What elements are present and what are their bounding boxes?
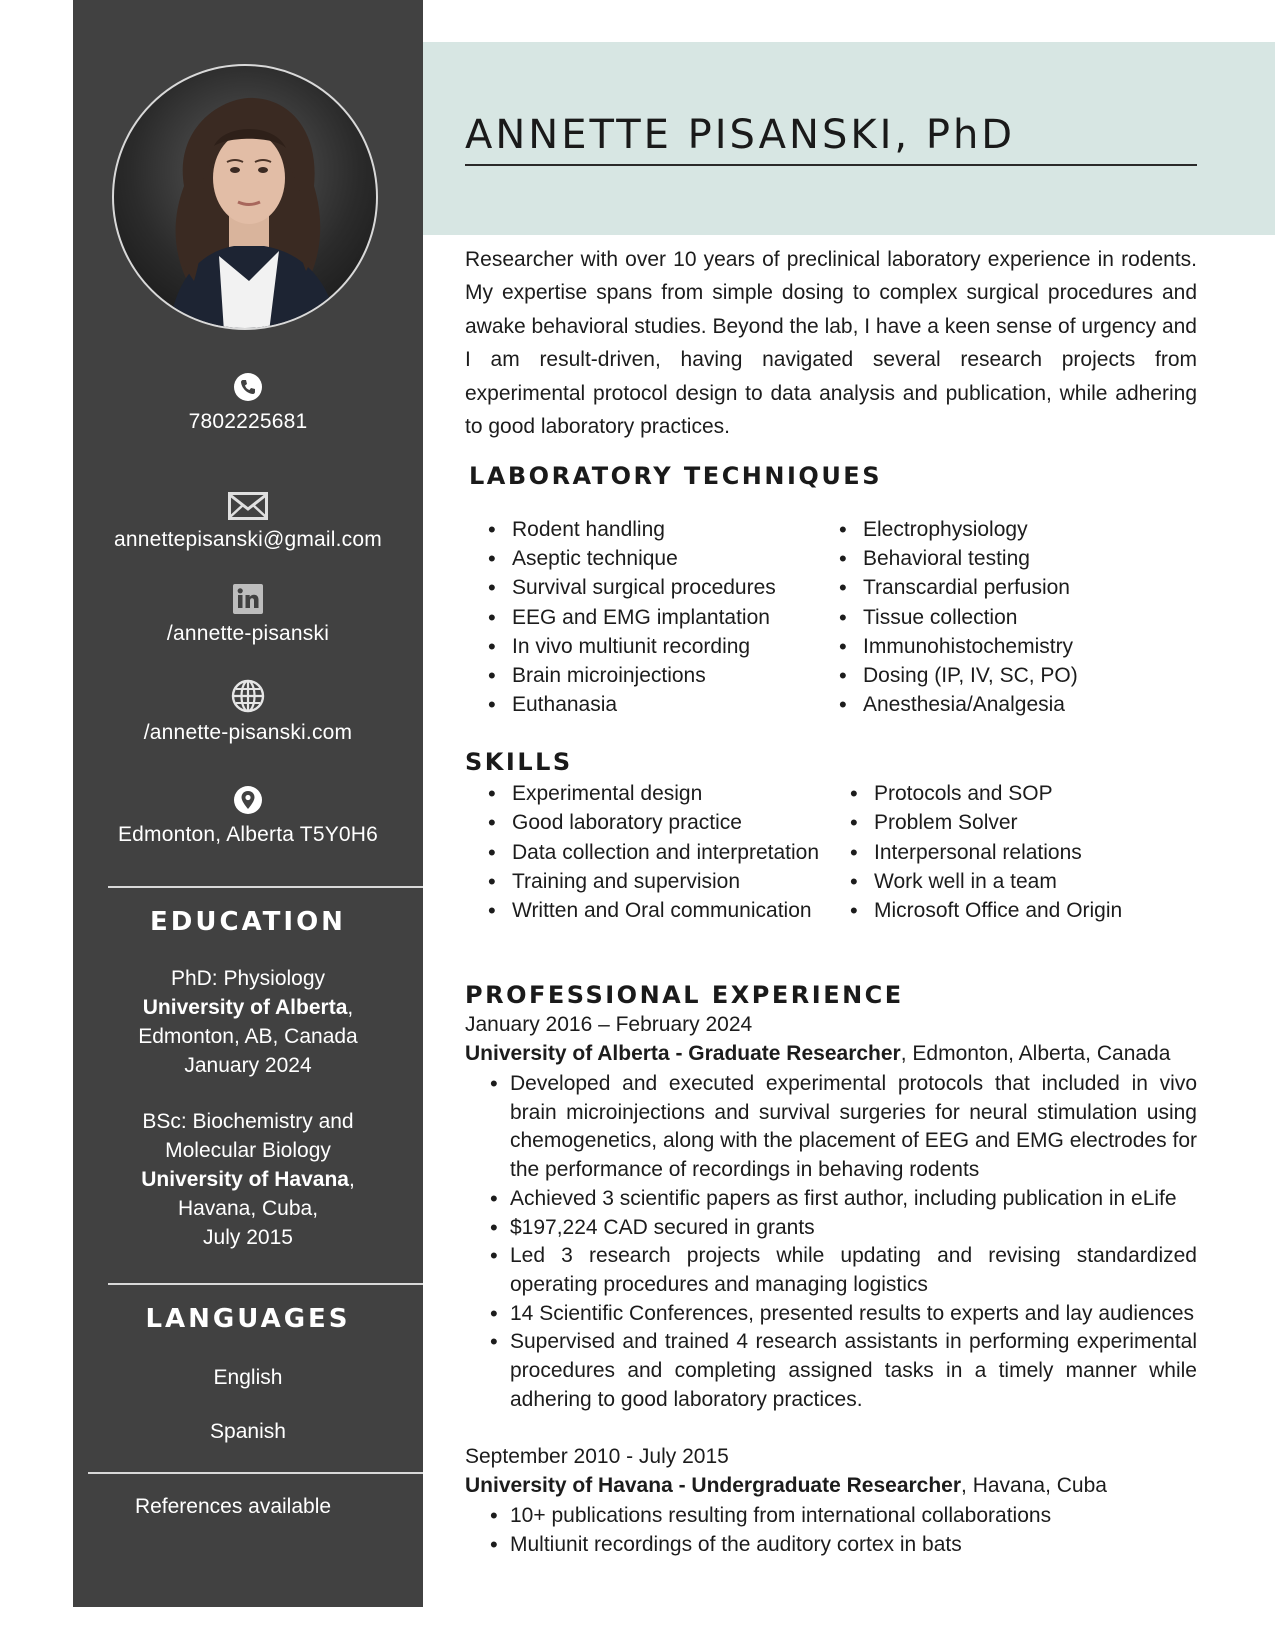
- list-item: • Anesthesia/Analgesia: [839, 690, 1078, 719]
- skills-heading: SKILLS: [465, 748, 573, 776]
- list-item: • Problem Solver: [850, 808, 1122, 837]
- contact-location: [73, 785, 423, 847]
- skills-list-right: [850, 779, 1122, 925]
- contact-linkedin: [73, 584, 423, 646]
- linkedin-handle[interactable]: /annette-pisanski: [166, 622, 330, 645]
- employer: University of Havana: [465, 1474, 673, 1497]
- school-line: [73, 993, 423, 1022]
- contact-website: [73, 679, 423, 745]
- list-item: • Written and Oral communication: [488, 896, 819, 925]
- graduation-date: January 2024: [184, 1054, 312, 1077]
- profile-summary: Researcher with over 10 years of preclinical laboratory experience in rodents. My expertise spans from simple dosing to complex surgical procedures and awake behavioral studies. Beyond the lab, I have a keen sense of urgency and I am result-driven, having navigated several research projects from experimental protocol design to data analysis and publication, while adhering to good laboratory practices.: [465, 248, 1197, 439]
- education-entry-bsc: [73, 1107, 423, 1252]
- job-role: Undergraduate Researcher: [691, 1474, 962, 1497]
- education-entry-phd: [73, 964, 423, 1080]
- job-bullet: • Supervised and trained 4 research assistants in performing experimental procedures and completing assigned tasks in a timely manner while adhering to good laboratory practices.: [490, 1328, 1197, 1414]
- language-item: Spanish: [210, 1420, 286, 1443]
- skills-list-left: [488, 779, 819, 925]
- sidebar-divider: [108, 886, 423, 888]
- list-item: • Aseptic technique: [488, 544, 776, 573]
- portrait-image: [114, 66, 378, 330]
- job-bullet: • Multiunit recordings of the auditory cortex in bats: [490, 1531, 1197, 1560]
- location-text: Edmonton, Alberta T5Y0H6: [117, 823, 379, 846]
- references-note: References available: [134, 1495, 332, 1518]
- list-item: • Training and supervision: [488, 867, 819, 896]
- phone-icon: [233, 372, 263, 402]
- experience-heading: PROFESSIONAL EXPERIENCE: [465, 981, 904, 1009]
- list-item: • Brain microinjections: [488, 661, 776, 690]
- job-title-line: [465, 1042, 1170, 1066]
- sidebar: [73, 0, 423, 1607]
- lab-techniques-list-left: [488, 515, 776, 719]
- contact-email: [73, 492, 423, 552]
- school-suffix: ,: [347, 996, 354, 1019]
- school-suffix: ,: [348, 1168, 355, 1191]
- phone-number[interactable]: 7802225681: [188, 410, 308, 433]
- job-location: , Edmonton, Alberta, Canada: [900, 1042, 1171, 1065]
- lab-techniques-list-right: [839, 515, 1078, 719]
- candidate-name: ANNETTE PISANSKI, PhD: [465, 112, 1016, 158]
- list-item: • Work well in a team: [850, 867, 1122, 896]
- school-line: [73, 1165, 423, 1194]
- languages-heading: LANGUAGES: [145, 1304, 351, 1334]
- email-address[interactable]: annettepisanski@gmail.com: [114, 528, 382, 551]
- degree: PhD: Physiology: [170, 967, 326, 990]
- list-item: • Transcardial perfusion: [839, 573, 1078, 602]
- school-place: Havana, Cuba,: [177, 1197, 319, 1220]
- job-bullets: [490, 1070, 1197, 1414]
- name-underline: [465, 164, 1197, 166]
- job-bullet: • $197,224 CAD secured in grants: [490, 1214, 1197, 1243]
- degree: Molecular Biology: [165, 1139, 331, 1162]
- language-item: English: [213, 1366, 283, 1389]
- list-item: • Experimental design: [488, 779, 819, 808]
- list-item: • Euthanasia: [488, 690, 776, 719]
- linkedin-icon: [233, 584, 263, 614]
- globe-icon: [231, 679, 265, 713]
- list-item: • Dosing (IP, IV, SC, PO): [839, 661, 1078, 690]
- job-bullets: [490, 1502, 1197, 1559]
- list-item: • Behavioral testing: [839, 544, 1078, 573]
- job-dates: September 2010 - July 2015: [465, 1445, 729, 1468]
- list-item: • Survival surgical procedures: [488, 573, 776, 602]
- list-item: • In vivo multiunit recording: [488, 632, 776, 661]
- list-item: • Immunohistochemistry: [839, 632, 1078, 661]
- graduation-date: July 2015: [203, 1226, 293, 1249]
- profile-photo: [112, 64, 378, 330]
- website-url[interactable]: /annette-pisanski.com: [143, 721, 353, 744]
- contact-phone: [73, 372, 423, 434]
- job-bullet: • Led 3 research projects while updating and revising standardized operating procedures and managing logistics: [490, 1242, 1197, 1299]
- separator: -: [669, 1042, 689, 1065]
- education-heading: EDUCATION: [150, 907, 346, 937]
- list-item: • Good laboratory practice: [488, 808, 819, 837]
- school-name: University of Alberta: [142, 996, 348, 1019]
- job-role: Graduate Researcher: [688, 1042, 901, 1065]
- sidebar-divider: [108, 1283, 423, 1285]
- list-item: • Protocols and SOP: [850, 779, 1122, 808]
- list-item: • EEG and EMG implantation: [488, 603, 776, 632]
- job-bullet: • Achieved 3 scientific papers as first author, including publication in eLife: [490, 1185, 1197, 1214]
- separator: -: [672, 1474, 692, 1497]
- list-item: • Electrophysiology: [839, 515, 1078, 544]
- email-icon: [228, 492, 268, 520]
- location-pin-icon: [233, 785, 263, 815]
- employer: University of Alberta: [465, 1042, 670, 1065]
- degree: BSc: Biochemistry and: [142, 1110, 354, 1133]
- lab-techniques-heading: LABORATORY TECHNIQUES: [469, 462, 882, 490]
- job-dates: January 2016 – February 2024: [465, 1013, 753, 1036]
- list-item: • Tissue collection: [839, 603, 1078, 632]
- list-item: • Data collection and interpretation: [488, 838, 819, 867]
- job-bullet: • 14 Scientific Conferences, presented results to experts and lay audiences: [490, 1300, 1197, 1329]
- list-item: • Interpersonal relations: [850, 838, 1122, 867]
- job-title-line: [465, 1474, 1107, 1498]
- school-place: Edmonton, AB, Canada: [138, 1025, 358, 1048]
- job-bullet: • 10+ publications resulting from international collaborations: [490, 1502, 1197, 1531]
- job-location: , Havana, Cuba: [961, 1474, 1107, 1497]
- job-bullet: • Developed and executed experimental protocols that included in vivo brain microinjections and survival surgeries for neural stimulation using chemogenetics, along with the placement of EEG and EMG electrodes for the performance of recordings in behaving rodents: [490, 1070, 1197, 1185]
- list-item: • Microsoft Office and Origin: [850, 896, 1122, 925]
- sidebar-divider: [88, 1472, 423, 1474]
- school-name: University of Havana: [141, 1168, 349, 1191]
- list-item: • Rodent handling: [488, 515, 776, 544]
